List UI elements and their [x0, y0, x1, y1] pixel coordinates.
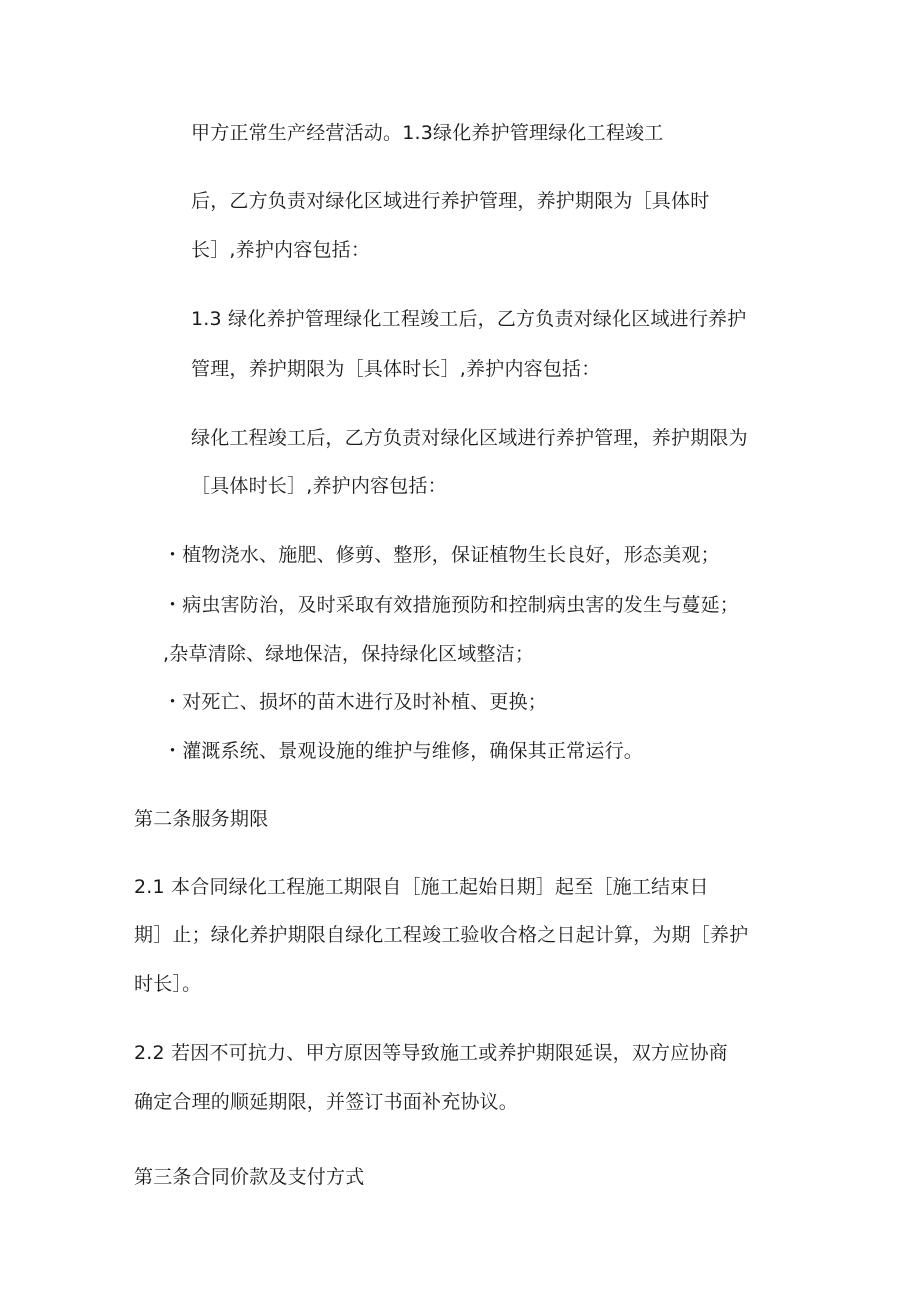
maintenance-item: ・灌溉系统、景观设施的维护与维修，确保其正常运行。: [163, 740, 644, 762]
clause-2-2-line-1: 2.2 若因不可抗力、甲方原因等导致施工或养护期限延误，双方应协商: [134, 1042, 728, 1064]
para-1-3a-line-3: 长］,养护内容包括：: [191, 239, 371, 261]
para-1-3a-line-1: 甲方正常生产经营活动。1.3绿化养护管理绿化工程竣工: [191, 122, 664, 144]
clause-2-2-line-2: 确定合理的顺延期限，并签订书面补充协议。: [134, 1091, 519, 1113]
maintenance-item: ・对死亡、损坏的苗木进行及时补植、更换；: [163, 691, 548, 713]
para-1-3c-line-1: 绿化工程竣工后，乙方负责对绿化区域进行养护管理，养护期限为: [191, 427, 748, 449]
para-1-3a-line-2: 后，乙方负责对绿化区域进行养护管理，养护期限为［具体时: [191, 190, 710, 212]
maintenance-item: ,杂草清除、绿地保洁，保持绿化区域整洁；: [163, 643, 535, 665]
clause-2-1-line-3: 时长］。: [134, 973, 202, 995]
article-3-heading: 第三条合同价款及支付方式: [134, 1166, 365, 1188]
maintenance-item: ・病虫害防治，及时采取有效措施预防和控制病虫害的发生与蔓延；: [163, 594, 740, 616]
maintenance-item: ・植物浇水、施肥、修剪、整形，保证植物生长良好，形态美观；: [163, 544, 720, 566]
para-1-3b-line-1: 1.3 绿化养护管理绿化工程竣工后，乙方负责对绿化区域进行养护: [191, 308, 747, 330]
article-2-heading: 第二条服务期限: [134, 808, 269, 830]
para-1-3b-line-2: 管理，养护期限为［具体时长］,养护内容包括：: [191, 358, 601, 380]
clause-2-1-line-2: 期］止；绿化养护期限自绿化工程竣工验收合格之日起计算，为期［养护: [134, 924, 749, 946]
para-1-3c-line-2: ［具体时长］,养护内容包括：: [191, 475, 447, 497]
clause-2-1-line-1: 2.1 本合同绿化工程施工期限自［施工起始日期］起至［施工结束日: [134, 876, 709, 898]
